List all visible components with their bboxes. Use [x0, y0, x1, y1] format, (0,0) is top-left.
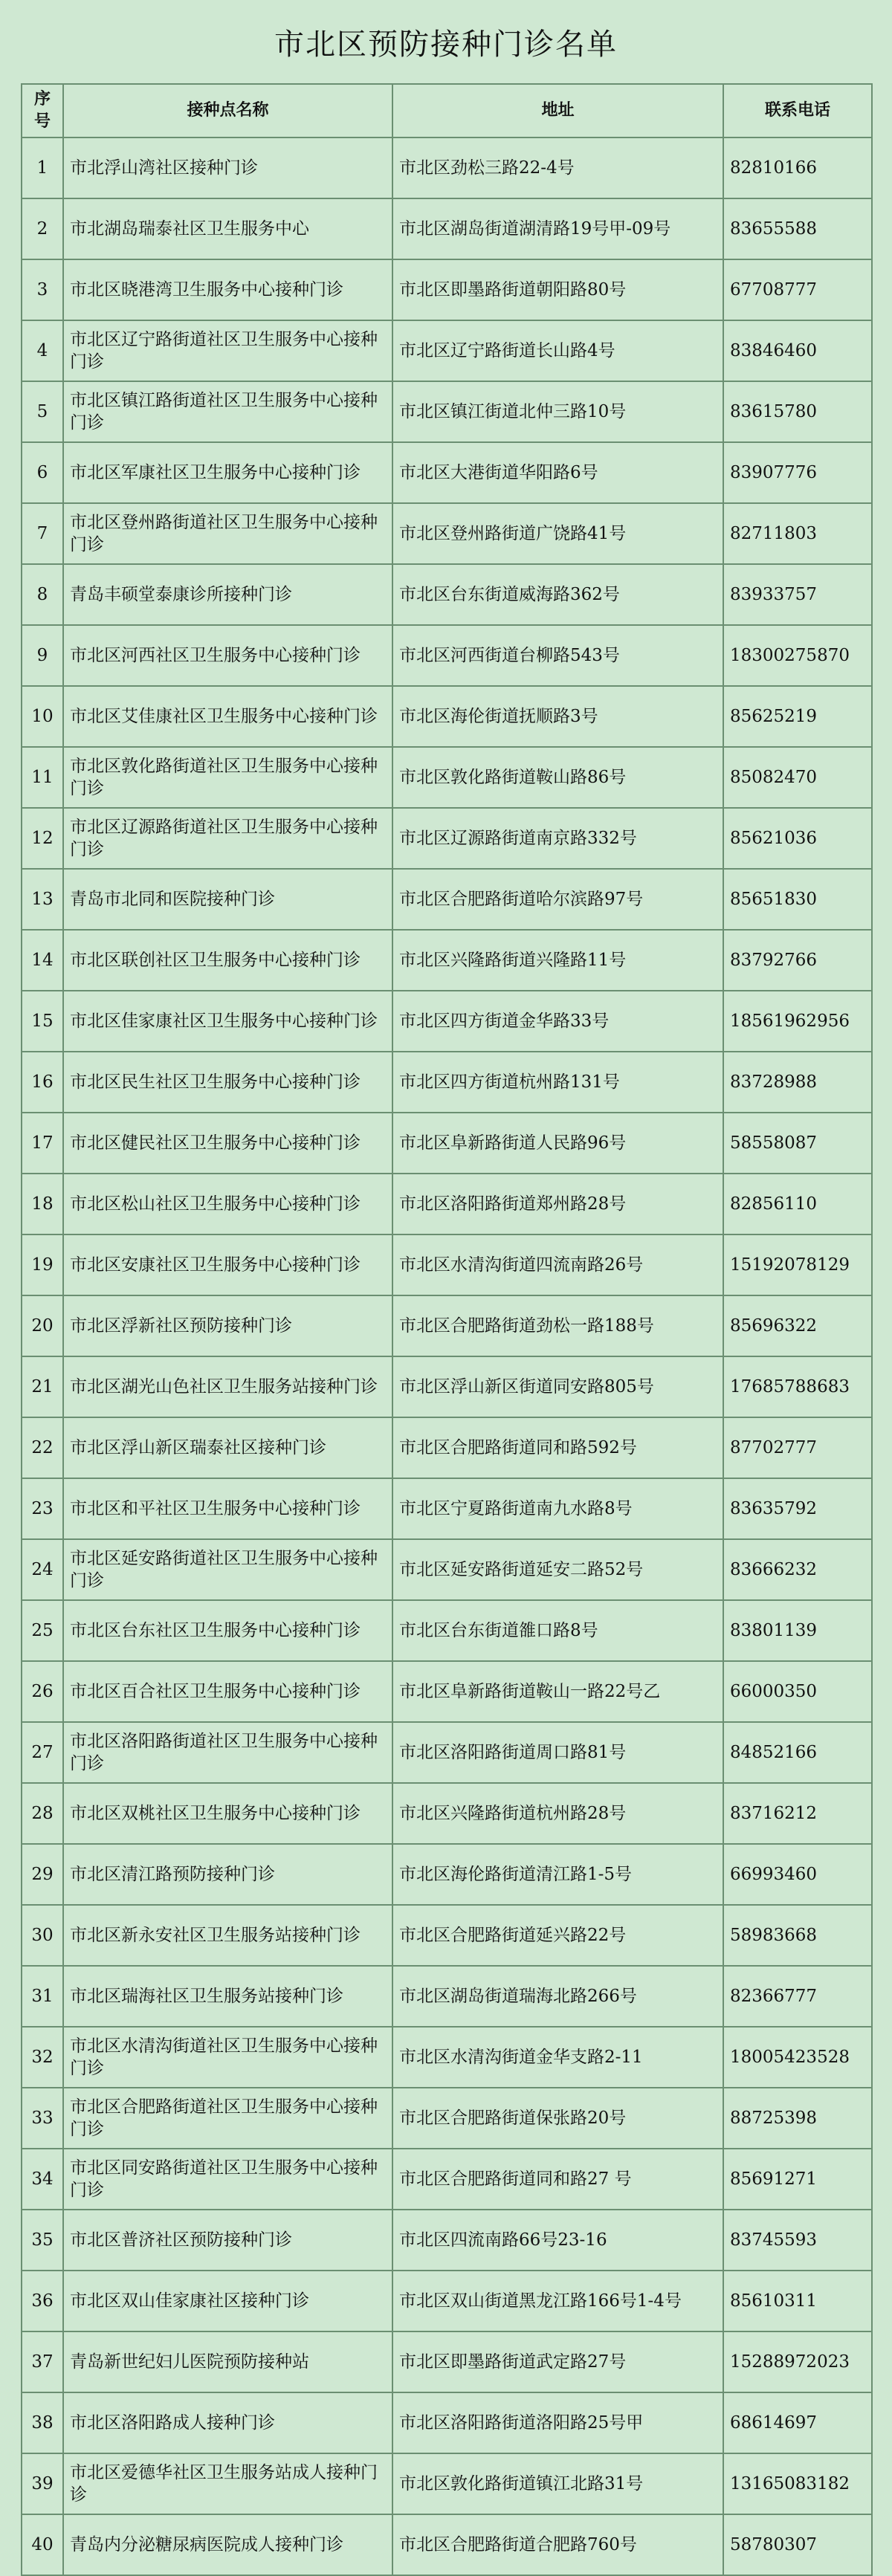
- table-row: [22, 381, 872, 442]
- table-row: [22, 1722, 872, 1783]
- clinic-name: 市北区爱德华社区卫生服务站成人接种门诊: [63, 2453, 392, 2514]
- clinic-address: 市北区海伦路街道清江路1-5号: [392, 1844, 723, 1905]
- table-row: [22, 2149, 872, 2210]
- clinic-phone: 83666232: [723, 1539, 872, 1600]
- clinic-name: 市北区安康社区卫生服务中心接种门诊: [63, 1234, 392, 1295]
- row-number: 4: [22, 320, 63, 381]
- row-number: 36: [22, 2271, 63, 2331]
- clinic-name: 市北区登州路街道社区卫生服务中心接种门诊: [63, 503, 392, 564]
- clinic-name: 市北区佳家康社区卫生服务中心接种门诊: [63, 991, 392, 1052]
- clinic-phone: 88725398: [723, 2088, 872, 2149]
- row-number: 38: [22, 2392, 63, 2453]
- clinic-name: 市北区湖光山色社区卫生服务站接种门诊: [63, 1356, 392, 1417]
- table-row: [22, 2027, 872, 2088]
- row-number: 18: [22, 1174, 63, 1234]
- table-row: [22, 259, 872, 320]
- clinic-address: 市北区辽宁路街道长山路4号: [392, 320, 723, 381]
- table-row: [22, 2210, 872, 2271]
- clinic-address: 市北区大港街道华阳路6号: [392, 442, 723, 503]
- clinic-name: 青岛内分泌糖尿病医院成人接种门诊: [63, 2514, 392, 2575]
- clinic-phone: 82856110: [723, 1174, 872, 1234]
- clinic-address: 市北区湖岛街道瑞海北路266号: [392, 1966, 723, 2027]
- clinic-name: 市北区双桃社区卫生服务中心接种门诊: [63, 1783, 392, 1844]
- clinic-address: 市北区兴隆路街道兴隆路11号: [392, 930, 723, 991]
- clinic-name: 市北区晓港湾卫生服务中心接种门诊: [63, 259, 392, 320]
- clinic-phone: 15288972023: [723, 2331, 872, 2392]
- table-row: [22, 1234, 872, 1295]
- clinic-address: 市北区镇江街道北仲三路10号: [392, 381, 723, 442]
- row-number: 31: [22, 1966, 63, 2027]
- table-row: [22, 2088, 872, 2149]
- row-number: 30: [22, 1905, 63, 1966]
- table-row: [22, 1905, 872, 1966]
- row-number: 10: [22, 686, 63, 747]
- table-row: [22, 1783, 872, 1844]
- clinic-name: 市北区延安路街道社区卫生服务中心接种门诊: [63, 1539, 392, 1600]
- clinic-phone: 83933757: [723, 564, 872, 625]
- row-number: 8: [22, 564, 63, 625]
- clinic-address: 市北区辽源路街道南京路332号: [392, 808, 723, 869]
- clinic-name: 市北区新永安社区卫生服务站接种门诊: [63, 1905, 392, 1966]
- clinic-address: 市北区湖岛街道湖清路19号甲-09号: [392, 198, 723, 259]
- row-number: 21: [22, 1356, 63, 1417]
- clinic-address: 市北区合肥路街道合肥路760号: [392, 2514, 723, 2575]
- clinic-address: 市北区合肥路街道延兴路22号: [392, 1905, 723, 1966]
- table-row: [22, 1539, 872, 1600]
- clinic-name: 市北湖岛瑞泰社区卫生服务中心: [63, 198, 392, 259]
- clinic-name: 市北区清江路预防接种门诊: [63, 1844, 392, 1905]
- clinic-phone: 83728988: [723, 1052, 872, 1113]
- column-header-address: 地址: [392, 84, 723, 137]
- clinic-table: [21, 83, 873, 2576]
- row-number: 14: [22, 930, 63, 991]
- clinic-address: 市北区劲松三路22-4号: [392, 137, 723, 198]
- clinic-phone: 83615780: [723, 381, 872, 442]
- clinic-address: 市北区登州路街道广饶路41号: [392, 503, 723, 564]
- clinic-name: 青岛新世纪妇儿医院预防接种站: [63, 2331, 392, 2392]
- row-number: 3: [22, 259, 63, 320]
- page-title: 市北区预防接种门诊名单: [274, 27, 618, 62]
- clinic-name: 市北区民生社区卫生服务中心接种门诊: [63, 1052, 392, 1113]
- clinic-name: 青岛市北同和医院接种门诊: [63, 869, 392, 930]
- row-number: 9: [22, 625, 63, 686]
- clinic-address: 市北区合肥路街道哈尔滨路97号: [392, 869, 723, 930]
- table-row: [22, 1661, 872, 1722]
- clinic-name: 市北区普济社区预防接种门诊: [63, 2210, 392, 2271]
- clinic-address: 市北区宁夏路街道南九水路8号: [392, 1478, 723, 1539]
- clinic-name: 市北区浮新社区预防接种门诊: [63, 1295, 392, 1356]
- clinic-name: 市北区同安路街道社区卫生服务中心接种门诊: [63, 2149, 392, 2210]
- clinic-phone: 66993460: [723, 1844, 872, 1905]
- clinic-address: 市北区水清沟街道金华支路2-11: [392, 2027, 723, 2088]
- table-row: [22, 1417, 872, 1478]
- clinic-address: 市北区浮山新区街道同安路805号: [392, 1356, 723, 1417]
- row-number: 40: [22, 2514, 63, 2575]
- clinic-address: 市北区四方街道杭州路131号: [392, 1052, 723, 1113]
- clinic-phone: 58780307: [723, 2514, 872, 2575]
- clinic-name: 市北区松山社区卫生服务中心接种门诊: [63, 1174, 392, 1234]
- clinic-phone: 66000350: [723, 1661, 872, 1722]
- row-number: 39: [22, 2453, 63, 2514]
- clinic-name: 市北区百合社区卫生服务中心接种门诊: [63, 1661, 392, 1722]
- table-row: [22, 442, 872, 503]
- clinic-address: 市北区四流南路66号23-16: [392, 2210, 723, 2271]
- clinic-name: 市北区健民社区卫生服务中心接种门诊: [63, 1113, 392, 1174]
- column-header-phone: 联系电话: [723, 84, 872, 137]
- clinic-phone: 83716212: [723, 1783, 872, 1844]
- row-number: 35: [22, 2210, 63, 2271]
- clinic-phone: 84852166: [723, 1722, 872, 1783]
- table-row: [22, 1478, 872, 1539]
- row-number: 15: [22, 991, 63, 1052]
- clinic-phone: 83655588: [723, 198, 872, 259]
- table-row: [22, 2392, 872, 2453]
- clinic-name: 市北浮山湾社区接种门诊: [63, 137, 392, 198]
- clinic-phone: 83907776: [723, 442, 872, 503]
- row-number: 33: [22, 2088, 63, 2149]
- clinic-address: 市北区兴隆路街道杭州路28号: [392, 1783, 723, 1844]
- row-number: 28: [22, 1783, 63, 1844]
- clinic-name: 市北区镇江路街道社区卫生服务中心接种门诊: [63, 381, 392, 442]
- row-number: 24: [22, 1539, 63, 1600]
- row-number: 25: [22, 1600, 63, 1661]
- row-number: 5: [22, 381, 63, 442]
- row-number: 27: [22, 1722, 63, 1783]
- clinic-address: 市北区合肥路街道保张路20号: [392, 2088, 723, 2149]
- clinic-phone: 83745593: [723, 2210, 872, 2271]
- clinic-address: 市北区洛阳路街道洛阳路25号甲: [392, 2392, 723, 2453]
- clinic-phone: 13165083182: [723, 2453, 872, 2514]
- clinic-phone: 15192078129: [723, 1234, 872, 1295]
- column-header-no: 序号: [22, 84, 63, 137]
- clinic-name: 市北区洛阳路成人接种门诊: [63, 2392, 392, 2453]
- clinic-phone: 17685788683: [723, 1356, 872, 1417]
- clinic-phone: 83635792: [723, 1478, 872, 1539]
- table-row: [22, 625, 872, 686]
- column-header-name: 接种点名称: [63, 84, 392, 137]
- clinic-address: 市北区阜新路街道人民路96号: [392, 1113, 723, 1174]
- row-number: 17: [22, 1113, 63, 1174]
- clinic-name: 市北区和平社区卫生服务中心接种门诊: [63, 1478, 392, 1539]
- table-body: [22, 137, 872, 2575]
- row-number: 1: [22, 137, 63, 198]
- table-row: [22, 808, 872, 869]
- clinic-address: 市北区四方街道金华路33号: [392, 991, 723, 1052]
- table-row: [22, 1052, 872, 1113]
- clinic-phone: 85651830: [723, 869, 872, 930]
- clinic-phone: 68614697: [723, 2392, 872, 2453]
- row-number: 26: [22, 1661, 63, 1722]
- clinic-address: 市北区阜新路街道鞍山一路22号乙: [392, 1661, 723, 1722]
- row-number: 6: [22, 442, 63, 503]
- table-row: [22, 930, 872, 991]
- row-number: 11: [22, 747, 63, 808]
- clinic-phone: 58558087: [723, 1113, 872, 1174]
- clinic-address: 市北区即墨路街道朝阳路80号: [392, 259, 723, 320]
- clinic-phone: 83846460: [723, 320, 872, 381]
- row-number: 34: [22, 2149, 63, 2210]
- clinic-address: 市北区双山街道黑龙江路166号1-4号: [392, 2271, 723, 2331]
- table-row: [22, 1844, 872, 1905]
- row-number: 20: [22, 1295, 63, 1356]
- clinic-name: 市北区艾佳康社区卫生服务中心接种门诊: [63, 686, 392, 747]
- row-number: 7: [22, 503, 63, 564]
- clinic-phone: 82366777: [723, 1966, 872, 2027]
- table-header-row: [22, 84, 872, 137]
- table-row: [22, 1966, 872, 2027]
- table-row: [22, 869, 872, 930]
- row-number: 12: [22, 808, 63, 869]
- clinic-address: 市北区河西街道台柳路543号: [392, 625, 723, 686]
- clinic-phone: 18005423528: [723, 2027, 872, 2088]
- table-row: [22, 991, 872, 1052]
- clinic-phone: 85691271: [723, 2149, 872, 2210]
- row-number: 19: [22, 1234, 63, 1295]
- table-row: [22, 198, 872, 259]
- clinic-phone: 82810166: [723, 137, 872, 198]
- row-number: 13: [22, 869, 63, 930]
- clinic-address: 市北区延安路街道延安二路52号: [392, 1539, 723, 1600]
- clinic-address: 市北区海伦街道抚顺路3号: [392, 686, 723, 747]
- table-row: [22, 1600, 872, 1661]
- clinic-name: 青岛丰硕堂泰康诊所接种门诊: [63, 564, 392, 625]
- table-row: [22, 747, 872, 808]
- clinic-name: 市北区辽源路街道社区卫生服务中心接种门诊: [63, 808, 392, 869]
- clinic-name: 市北区敦化路街道社区卫生服务中心接种门诊: [63, 747, 392, 808]
- clinic-address: 市北区洛阳路街道郑州路28号: [392, 1174, 723, 1234]
- table-row: [22, 1356, 872, 1417]
- clinic-address: 市北区水清沟街道四流南路26号: [392, 1234, 723, 1295]
- row-number: 16: [22, 1052, 63, 1113]
- clinic-phone: 85621036: [723, 808, 872, 869]
- table-row: [22, 503, 872, 564]
- row-number: 2: [22, 198, 63, 259]
- clinic-address: 市北区合肥路街道同和路27 号: [392, 2149, 723, 2210]
- clinic-address: 市北区敦化路街道鞍山路86号: [392, 747, 723, 808]
- clinic-phone: 85082470: [723, 747, 872, 808]
- clinic-phone: 18300275870: [723, 625, 872, 686]
- clinic-name: 市北区河西社区卫生服务中心接种门诊: [63, 625, 392, 686]
- row-number: 37: [22, 2331, 63, 2392]
- clinic-address: 市北区敦化路街道镇江北路31号: [392, 2453, 723, 2514]
- clinic-name: 市北区辽宁路街道社区卫生服务中心接种门诊: [63, 320, 392, 381]
- clinic-name: 市北区洛阳路街道社区卫生服务中心接种门诊: [63, 1722, 392, 1783]
- table-row: [22, 2331, 872, 2392]
- clinic-phone: 18561962956: [723, 991, 872, 1052]
- clinic-name: 市北区水清沟街道社区卫生服务中心接种门诊: [63, 2027, 392, 2088]
- table-row: [22, 686, 872, 747]
- clinic-address: 市北区即墨路街道武定路27号: [392, 2331, 723, 2392]
- clinic-name: 市北区联创社区卫生服务中心接种门诊: [63, 930, 392, 991]
- clinic-name: 市北区瑞海社区卫生服务站接种门诊: [63, 1966, 392, 2027]
- clinic-name: 市北区浮山新区瑞泰社区接种门诊: [63, 1417, 392, 1478]
- row-number: 29: [22, 1844, 63, 1905]
- table-row: [22, 1174, 872, 1234]
- row-number: 32: [22, 2027, 63, 2088]
- row-number: 22: [22, 1417, 63, 1478]
- table-row: [22, 2271, 872, 2331]
- table-row: [22, 2514, 872, 2575]
- table-row: [22, 137, 872, 198]
- table-row: [22, 564, 872, 625]
- clinic-name: 市北区军康社区卫生服务中心接种门诊: [63, 442, 392, 503]
- clinic-name: 市北区台东社区卫生服务中心接种门诊: [63, 1600, 392, 1661]
- clinic-phone: 67708777: [723, 259, 872, 320]
- clinic-address: 市北区合肥路街道同和路592号: [392, 1417, 723, 1478]
- clinic-address: 市北区洛阳路街道周口路81号: [392, 1722, 723, 1783]
- clinic-phone: 87702777: [723, 1417, 872, 1478]
- clinic-name: 市北区合肥路街道社区卫生服务中心接种门诊: [63, 2088, 392, 2149]
- clinic-phone: 85610311: [723, 2271, 872, 2331]
- clinic-phone: 82711803: [723, 503, 872, 564]
- clinic-address: 市北区台东街道雒口路8号: [392, 1600, 723, 1661]
- clinic-address: 市北区合肥路街道劲松一路188号: [392, 1295, 723, 1356]
- table-row: [22, 1295, 872, 1356]
- table-row: [22, 320, 872, 381]
- clinic-address: 市北区台东街道威海路362号: [392, 564, 723, 625]
- clinic-phone: 83792766: [723, 930, 872, 991]
- table-row: [22, 1113, 872, 1174]
- clinic-phone: 58983668: [723, 1905, 872, 1966]
- clinic-phone: 83801139: [723, 1600, 872, 1661]
- table-row: [22, 2453, 872, 2514]
- row-number: 23: [22, 1478, 63, 1539]
- clinic-name: 市北区双山佳家康社区接种门诊: [63, 2271, 392, 2331]
- clinic-phone: 85625219: [723, 686, 872, 747]
- clinic-phone: 85696322: [723, 1295, 872, 1356]
